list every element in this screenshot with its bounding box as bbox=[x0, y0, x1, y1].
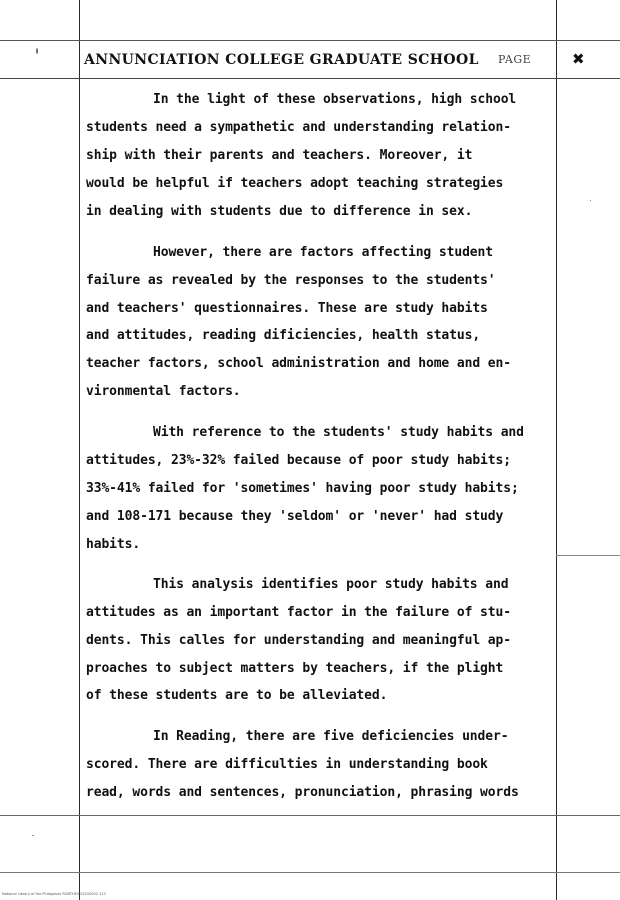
paragraph-line: In the light of these observations, high school bbox=[153, 92, 517, 107]
paragraph-line: ship with their parents and teachers. Moreover, it bbox=[86, 148, 473, 163]
paragraph-line: This analysis identifies poor study habits and bbox=[153, 577, 509, 592]
paragraph-line: students need a sympathetic and understanding relation- bbox=[86, 120, 511, 135]
paragraph-line: and attitudes, reading dificiencies, health status, bbox=[86, 328, 481, 343]
cross-mark-icon: ✖ bbox=[572, 50, 585, 68]
scan-source-footer: National Library of the Philippines RGBTHESIS2010002 113 bbox=[2, 892, 106, 896]
scan-speck bbox=[36, 48, 38, 54]
header-top-rule bbox=[0, 40, 620, 41]
paragraph-line: in dealing with students due to difference in sex. bbox=[86, 204, 473, 219]
paragraph-line: scored. There are difficulties in understanding book bbox=[86, 757, 488, 772]
left-margin-rule bbox=[79, 0, 80, 900]
paragraph-line: With reference to the students' study habits and bbox=[153, 425, 524, 440]
right-margin-rule bbox=[556, 0, 557, 900]
scan-speck bbox=[590, 200, 591, 201]
paragraph-line: 33%-41% failed for 'sometimes' having poor study habits; bbox=[86, 481, 519, 496]
paragraph-line: In Reading, there are five deficiencies under- bbox=[153, 729, 509, 744]
right-margin-tick bbox=[556, 555, 620, 556]
paragraph-line: proaches to subject matters by teachers, if the plight bbox=[86, 661, 504, 676]
paragraph-line: teacher factors, school administration and home and en- bbox=[86, 356, 511, 371]
paragraph-line: of these students are to be alleviated. bbox=[86, 688, 388, 703]
footer-bottom-rule bbox=[0, 872, 620, 873]
paragraph-line: habits. bbox=[86, 537, 141, 552]
paragraph-line: read, words and sentences, pronunciation, phrasing words bbox=[86, 785, 519, 800]
paragraph-line: attitudes, 23%-32% failed because of poor study habits; bbox=[86, 453, 511, 468]
paragraph-line: failure as revealed by the responses to the students' bbox=[86, 273, 496, 288]
paragraph-line: However, there are factors affecting student bbox=[153, 245, 493, 260]
paragraph-line: would be helpful if teachers adopt teaching strategies bbox=[86, 176, 504, 191]
paragraph-line: and teachers' questionnaires. These are study habits bbox=[86, 301, 488, 316]
paragraph-line: dents. This calles for understanding and meaningful ap- bbox=[86, 633, 511, 648]
footer-top-rule bbox=[0, 815, 620, 816]
page-label: PAGE bbox=[498, 53, 532, 66]
school-header-title: ANNUNCIATION COLLEGE GRADUATE SCHOOL bbox=[84, 52, 479, 68]
header-bottom-rule bbox=[0, 78, 620, 79]
paragraph-line: attitudes as an important factor in the failure of stu- bbox=[86, 605, 511, 620]
scan-speck bbox=[32, 835, 34, 836]
paragraph-line: and 108-171 because they 'seldom' or 'never' had study bbox=[86, 509, 504, 524]
paragraph-line: vironmental factors. bbox=[86, 384, 241, 399]
